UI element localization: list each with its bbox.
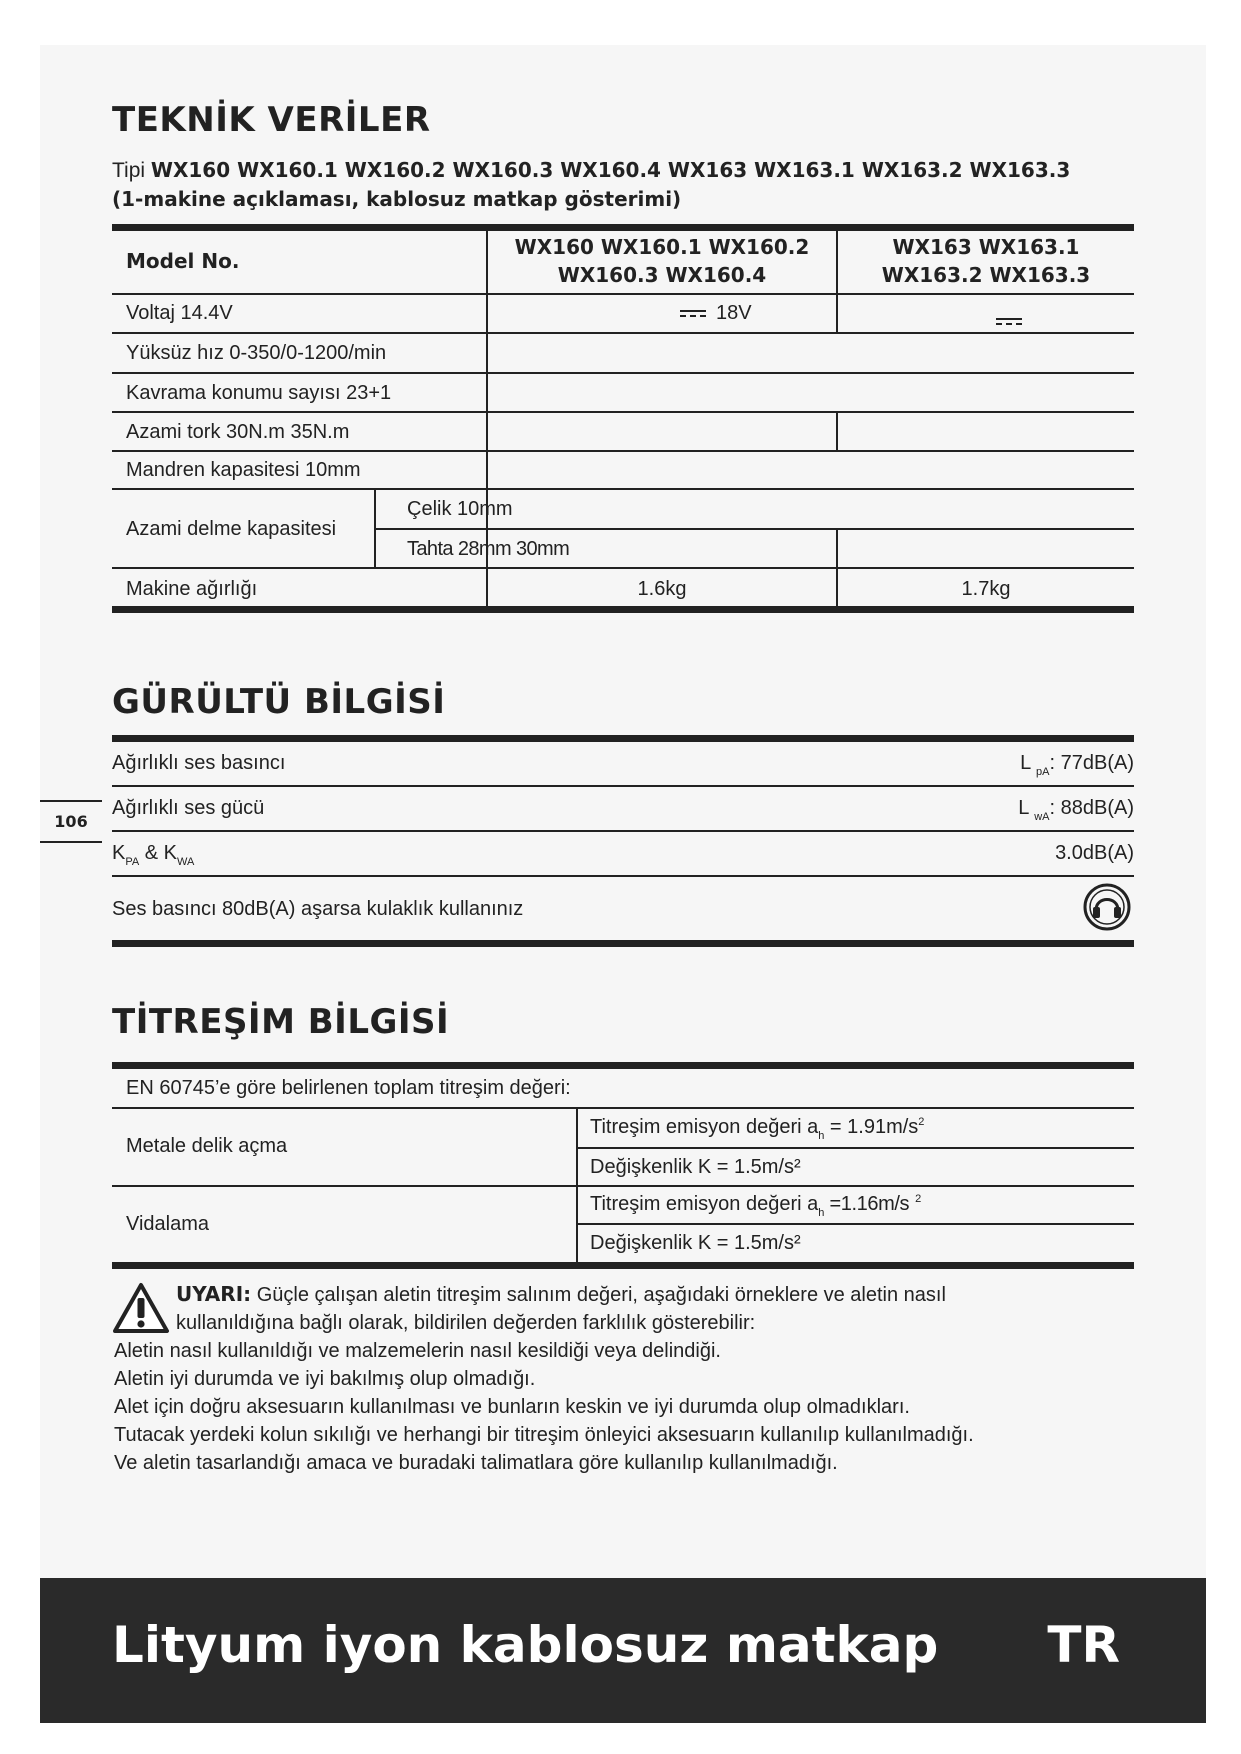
page-number-rule-bottom [40,841,102,843]
weight-col1: 1.6kg [637,578,687,600]
voltage-col1-value: 18V [716,302,752,324]
drilling-capacity-label: Azami delme kapasitesi [126,518,337,540]
clutch-label: Kavrama konumu sayısı 23+1 [126,382,392,404]
model-col2-line2: WX163.2 WX163.3 [881,263,1091,287]
tech-title: TEKNİK VERİLER [112,100,431,140]
uncertainty-row [112,842,1134,868]
ear-protection-row [112,898,1134,921]
uncertainty-value: 3.0dB(A) [1055,842,1134,864]
warning-item: Alet için doğru aksesuarın kullanılması ve bunların keskin ve iyi durumda olup olmadıkları. [114,1396,910,1418]
sound-power-label: Ağırlıklı ses gücü [112,797,265,819]
screwdriving-emission: Titreşim emisyon değeri $a_h =1.16m/s$ $^2$ [590,1193,922,1219]
warning-item: Ve aletin tasarlandığı amaca ve buradaki talimatlara göre kullanılıp kullanılmadığı. [114,1452,838,1474]
voltage-col2 [996,310,1032,333]
drilling-metal-label: Metale delik açma [126,1135,288,1157]
types-prefix: Tipi [112,159,146,182]
screwdriving-label: Vidalama [126,1213,210,1235]
vibration-title: TİTREŞİM BİLGİSİ [112,1002,450,1042]
footer-title: Lityum iyon kablosuz matkap [112,1616,939,1674]
warning-item: Tutacak yerdeki kolun sıkılığı ve herhangi bir titreşim önleyici aksesuarın kullanılıp kullanılmadığı. [114,1424,974,1446]
warning-text [114,1280,1134,1477]
chuck-label: Mandren kapasitesi 10mm [126,459,361,481]
model-types [112,156,1132,214]
sound-power-row [112,797,1134,823]
model-col1-header [488,233,836,289]
page-number-rule-top [40,800,102,802]
model-col1-line2: WX160.3 WX160.4 [557,263,767,287]
ear-protection-label: Ses basıncı 80dB(A) aşarsa kulaklık kullanınız [112,898,524,920]
ear-protection-icon [1082,882,1132,932]
model-col2-header [838,233,1134,289]
drilling-metal-uncertainty: Değişkenlik K = 1.5m/s² [590,1156,801,1178]
noload-speed-label: Yüksüz hız 0-350/0-1200/min [126,342,387,364]
types-models: WX160 WX160.1 WX160.2 WX160.3 WX160.4 WX163 WX163.1 WX163.2 WX163.3 [150,158,1071,182]
sound-pressure-value: L $_{pA}$: 77dB(A) [1020,752,1134,778]
wood-label: Tahta 28mm 30mm [407,538,570,560]
model-col1-line1: WX160 WX160.1 WX160.2 [514,235,810,259]
voltage-col1 [680,302,752,325]
screwdriving-uncertainty: Değişkenlik K = 1.5m/s² [590,1232,801,1254]
weight-label: Makine ağırlığı [126,578,258,600]
drilling-metal-emission: Titreşim emisyon değeri $a_h = 1.91m/s^2$ [590,1116,925,1142]
model-col2-line1: WX163 WX163.1 [892,235,1080,259]
warning-item: Aletin iyi durumda ve iyi bakılmış olup olmadığı. [114,1368,536,1390]
steel-label: Çelik 10mm [407,498,513,520]
language-code: TR [1047,1616,1120,1674]
dc-symbol-icon [680,309,706,319]
warning-item: Aletin nasıl kullanıldığı ve malzemelerin nasıl kesildiği veya delindiği. [114,1340,721,1362]
sound-pressure-row [112,752,1134,778]
dc-symbol-icon [996,317,1022,327]
types-note: (1-makine açıklaması, kablosuz matkap gösterimi) [112,187,682,211]
vibration-intro: EN 60745’e göre belirlenen toplam titreşim değeri: [126,1077,571,1099]
page-number: 106 [54,812,88,831]
warning-line2: kullanıldığına bağlı olarak, bildirilen değerden farklılık gösterebilir: [176,1312,756,1334]
noise-title: GÜRÜLTÜ BİLGİSİ [112,682,446,722]
uncertainty-label: $K_{PA}$ & $K_{WA}$ [112,842,195,868]
sound-pressure-label: Ağırlıklı ses basıncı [112,752,286,774]
model-no-label: Model No. [126,249,240,273]
warning-label: UYARI: [176,1282,252,1306]
footer-banner [40,1578,1206,1723]
torque-label: Azami tork 30N.m 35N.m [126,421,350,443]
warning-line1: Güçle çalışan aletin titreşim salınım değeri, aşağıdaki örneklere ve aletin nasıl [251,1284,946,1306]
sound-power-value: L $_{wA}$: 88dB(A) [1018,797,1134,823]
weight-col2: 1.7kg [961,578,1011,600]
voltage-label: Voltaj 14.4V [126,302,233,324]
